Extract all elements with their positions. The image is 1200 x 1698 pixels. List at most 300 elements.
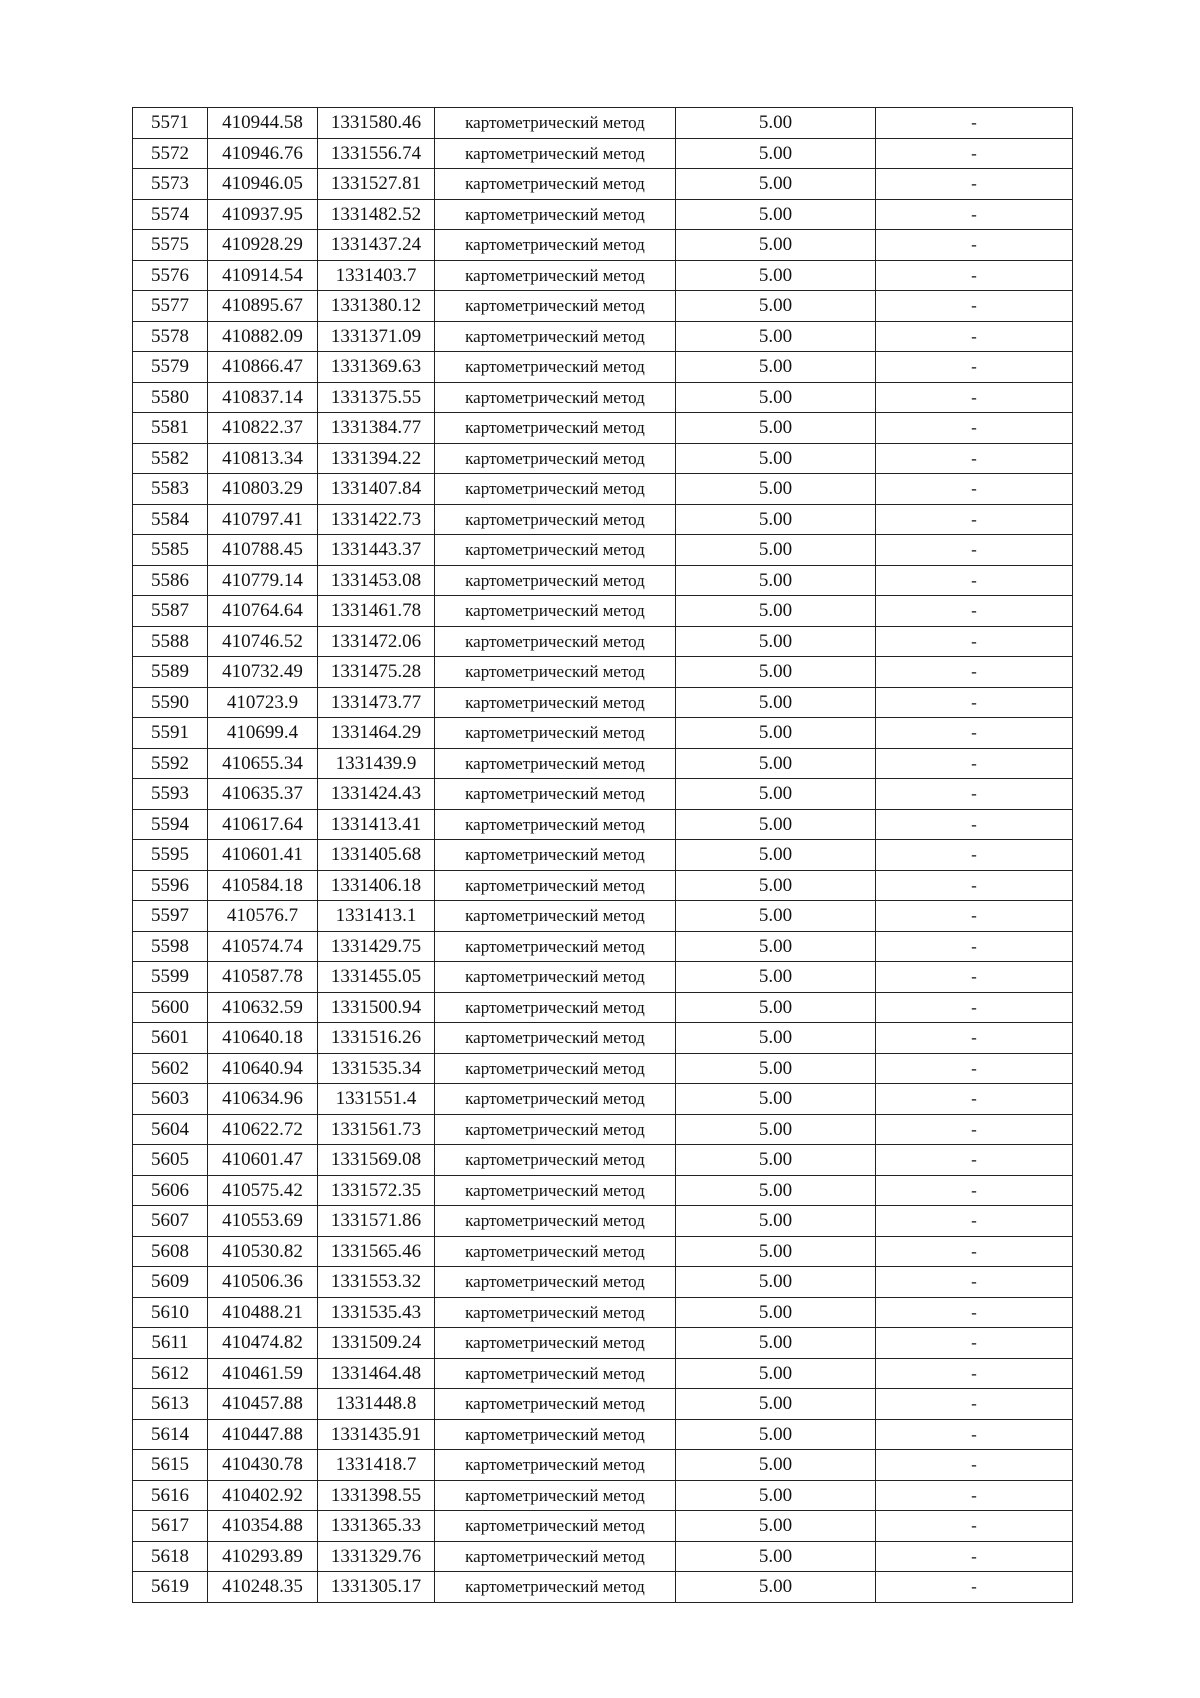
table-row: [133, 1053, 1073, 1084]
table-row: [133, 992, 1073, 1023]
point-number-cell: 5578: [133, 321, 208, 352]
x-coordinate-cell: 410617.64: [208, 809, 318, 840]
method-cell: картометрический метод: [435, 1206, 676, 1237]
description-cell: -: [876, 1328, 1073, 1359]
point-number-cell: 5582: [133, 443, 208, 474]
y-coordinate-cell: 1331406.18: [318, 870, 435, 901]
table-row: [133, 1480, 1073, 1511]
point-number-cell: 5586: [133, 565, 208, 596]
y-coordinate-cell: 1331435.91: [318, 1419, 435, 1450]
method-cell: картометрический метод: [435, 809, 676, 840]
table-row: [133, 1023, 1073, 1054]
x-coordinate-cell: 410655.34: [208, 748, 318, 779]
description-cell: -: [876, 565, 1073, 596]
table-row: [133, 1114, 1073, 1145]
method-cell: картометрический метод: [435, 260, 676, 291]
accuracy-cell: 5.00: [676, 626, 876, 657]
x-coordinate-cell: 410895.67: [208, 291, 318, 322]
x-coordinate-cell: 410461.59: [208, 1358, 318, 1389]
point-number-cell: 5609: [133, 1267, 208, 1298]
x-coordinate-cell: 410882.09: [208, 321, 318, 352]
description-cell: -: [876, 1358, 1073, 1389]
y-coordinate-cell: 1331482.52: [318, 199, 435, 230]
method-cell: картометрический метод: [435, 443, 676, 474]
y-coordinate-cell: 1331500.94: [318, 992, 435, 1023]
x-coordinate-cell: 410634.96: [208, 1084, 318, 1115]
x-coordinate-cell: 410354.88: [208, 1511, 318, 1542]
description-cell: -: [876, 596, 1073, 627]
point-number-cell: 5594: [133, 809, 208, 840]
accuracy-cell: 5.00: [676, 1511, 876, 1542]
accuracy-cell: 5.00: [676, 840, 876, 871]
method-cell: картометрический метод: [435, 1175, 676, 1206]
description-cell: -: [876, 1389, 1073, 1420]
table-row: [133, 1175, 1073, 1206]
y-coordinate-cell: 1331569.08: [318, 1145, 435, 1176]
accuracy-cell: 5.00: [676, 1084, 876, 1115]
x-coordinate-cell: 410553.69: [208, 1206, 318, 1237]
table-row: [133, 321, 1073, 352]
accuracy-cell: 5.00: [676, 504, 876, 535]
accuracy-cell: 5.00: [676, 1023, 876, 1054]
y-coordinate-cell: 1331398.55: [318, 1480, 435, 1511]
method-cell: картометрический метод: [435, 748, 676, 779]
point-number-cell: 5617: [133, 1511, 208, 1542]
x-coordinate-cell: 410837.14: [208, 382, 318, 413]
accuracy-cell: 5.00: [676, 870, 876, 901]
accuracy-cell: 5.00: [676, 321, 876, 352]
x-coordinate-cell: 410866.47: [208, 352, 318, 383]
method-cell: картометрический метод: [435, 1358, 676, 1389]
point-number-cell: 5583: [133, 474, 208, 505]
x-coordinate-cell: 410632.59: [208, 992, 318, 1023]
x-coordinate-cell: 410946.05: [208, 169, 318, 200]
accuracy-cell: 5.00: [676, 1297, 876, 1328]
table-row: [133, 565, 1073, 596]
point-number-cell: 5602: [133, 1053, 208, 1084]
table-row: [133, 687, 1073, 718]
table-row: [133, 1511, 1073, 1542]
accuracy-cell: 5.00: [676, 962, 876, 993]
description-cell: -: [876, 138, 1073, 169]
y-coordinate-cell: 1331429.75: [318, 931, 435, 962]
y-coordinate-cell: 1331453.08: [318, 565, 435, 596]
method-cell: картометрический метод: [435, 169, 676, 200]
method-cell: картометрический метод: [435, 779, 676, 810]
table-row: [133, 1328, 1073, 1359]
description-cell: -: [876, 809, 1073, 840]
x-coordinate-cell: 410937.95: [208, 199, 318, 230]
table-row: [133, 1297, 1073, 1328]
description-cell: -: [876, 992, 1073, 1023]
description-cell: -: [876, 1450, 1073, 1481]
point-number-cell: 5605: [133, 1145, 208, 1176]
y-coordinate-cell: 1331464.48: [318, 1358, 435, 1389]
table-row: [133, 474, 1073, 505]
x-coordinate-cell: 410601.41: [208, 840, 318, 871]
accuracy-cell: 5.00: [676, 169, 876, 200]
table-row: [133, 901, 1073, 932]
description-cell: -: [876, 1419, 1073, 1450]
method-cell: картометрический метод: [435, 657, 676, 688]
y-coordinate-cell: 1331461.78: [318, 596, 435, 627]
x-coordinate-cell: 410699.4: [208, 718, 318, 749]
table-row: [133, 535, 1073, 566]
x-coordinate-cell: 410723.9: [208, 687, 318, 718]
description-cell: -: [876, 291, 1073, 322]
accuracy-cell: 5.00: [676, 1419, 876, 1450]
method-cell: картометрический метод: [435, 1267, 676, 1298]
accuracy-cell: 5.00: [676, 1145, 876, 1176]
accuracy-cell: 5.00: [676, 291, 876, 322]
accuracy-cell: 5.00: [676, 443, 876, 474]
x-coordinate-cell: 410914.54: [208, 260, 318, 291]
table-row: [133, 413, 1073, 444]
table-row: [133, 108, 1073, 139]
method-cell: картометрический метод: [435, 199, 676, 230]
y-coordinate-cell: 1331394.22: [318, 443, 435, 474]
accuracy-cell: 5.00: [676, 992, 876, 1023]
point-number-cell: 5580: [133, 382, 208, 413]
method-cell: картометрический метод: [435, 1023, 676, 1054]
x-coordinate-cell: 410576.7: [208, 901, 318, 932]
point-number-cell: 5590: [133, 687, 208, 718]
table-row: [133, 626, 1073, 657]
point-number-cell: 5585: [133, 535, 208, 566]
table-row: [133, 1541, 1073, 1572]
point-number-cell: 5613: [133, 1389, 208, 1420]
y-coordinate-cell: 1331472.06: [318, 626, 435, 657]
table-row: [133, 1206, 1073, 1237]
method-cell: картометрический метод: [435, 138, 676, 169]
accuracy-cell: 5.00: [676, 748, 876, 779]
method-cell: картометрический метод: [435, 108, 676, 139]
point-number-cell: 5615: [133, 1450, 208, 1481]
point-number-cell: 5610: [133, 1297, 208, 1328]
description-cell: -: [876, 535, 1073, 566]
description-cell: -: [876, 962, 1073, 993]
method-cell: картометрический метод: [435, 474, 676, 505]
x-coordinate-cell: 410797.41: [208, 504, 318, 535]
method-cell: картометрический метод: [435, 1480, 676, 1511]
point-number-cell: 5584: [133, 504, 208, 535]
method-cell: картометрический метод: [435, 1328, 676, 1359]
table-row: [133, 504, 1073, 535]
description-cell: -: [876, 108, 1073, 139]
method-cell: картометрический метод: [435, 870, 676, 901]
method-cell: картометрический метод: [435, 535, 676, 566]
table-row: [133, 1572, 1073, 1603]
description-cell: -: [876, 1541, 1073, 1572]
x-coordinate-cell: 410640.94: [208, 1053, 318, 1084]
y-coordinate-cell: 1331424.43: [318, 779, 435, 810]
x-coordinate-cell: 410474.82: [208, 1328, 318, 1359]
point-number-cell: 5573: [133, 169, 208, 200]
accuracy-cell: 5.00: [676, 718, 876, 749]
point-number-cell: 5593: [133, 779, 208, 810]
table-row: [133, 1450, 1073, 1481]
table-row: [133, 962, 1073, 993]
description-cell: -: [876, 413, 1073, 444]
y-coordinate-cell: 1331509.24: [318, 1328, 435, 1359]
y-coordinate-cell: 1331473.77: [318, 687, 435, 718]
y-coordinate-cell: 1331475.28: [318, 657, 435, 688]
x-coordinate-cell: 410293.89: [208, 1541, 318, 1572]
description-cell: -: [876, 626, 1073, 657]
method-cell: картометрический метод: [435, 504, 676, 535]
method-cell: картометрический метод: [435, 1572, 676, 1603]
point-number-cell: 5612: [133, 1358, 208, 1389]
x-coordinate-cell: 410447.88: [208, 1419, 318, 1450]
method-cell: картометрический метод: [435, 1053, 676, 1084]
point-number-cell: 5579: [133, 352, 208, 383]
method-cell: картометрический метод: [435, 1084, 676, 1115]
y-coordinate-cell: 1331422.73: [318, 504, 435, 535]
accuracy-cell: 5.00: [676, 687, 876, 718]
point-number-cell: 5572: [133, 138, 208, 169]
method-cell: картометрический метод: [435, 962, 676, 993]
description-cell: -: [876, 718, 1073, 749]
x-coordinate-cell: 410248.35: [208, 1572, 318, 1603]
x-coordinate-cell: 410574.74: [208, 931, 318, 962]
y-coordinate-cell: 1331580.46: [318, 108, 435, 139]
method-cell: картометрический метод: [435, 291, 676, 322]
description-cell: -: [876, 779, 1073, 810]
accuracy-cell: 5.00: [676, 1358, 876, 1389]
accuracy-cell: 5.00: [676, 1480, 876, 1511]
y-coordinate-cell: 1331527.81: [318, 169, 435, 200]
table-row: [133, 1419, 1073, 1450]
table-row: [133, 443, 1073, 474]
table-row: [133, 870, 1073, 901]
table-row: [133, 840, 1073, 871]
method-cell: картометрический метод: [435, 1114, 676, 1145]
point-number-cell: 5597: [133, 901, 208, 932]
method-cell: картометрический метод: [435, 992, 676, 1023]
x-coordinate-cell: 410622.72: [208, 1114, 318, 1145]
point-number-cell: 5591: [133, 718, 208, 749]
table-row: [133, 809, 1073, 840]
table-row: [133, 260, 1073, 291]
y-coordinate-cell: 1331413.1: [318, 901, 435, 932]
y-coordinate-cell: 1331551.4: [318, 1084, 435, 1115]
description-cell: -: [876, 840, 1073, 871]
x-coordinate-cell: 410587.78: [208, 962, 318, 993]
description-cell: -: [876, 1175, 1073, 1206]
description-cell: -: [876, 1297, 1073, 1328]
description-cell: -: [876, 657, 1073, 688]
description-cell: -: [876, 474, 1073, 505]
method-cell: картометрический метод: [435, 230, 676, 261]
accuracy-cell: 5.00: [676, 657, 876, 688]
method-cell: картометрический метод: [435, 840, 676, 871]
y-coordinate-cell: 1331516.26: [318, 1023, 435, 1054]
y-coordinate-cell: 1331418.7: [318, 1450, 435, 1481]
point-number-cell: 5571: [133, 108, 208, 139]
method-cell: картометрический метод: [435, 1541, 676, 1572]
x-coordinate-cell: 410813.34: [208, 443, 318, 474]
point-number-cell: 5614: [133, 1419, 208, 1450]
point-number-cell: 5592: [133, 748, 208, 779]
x-coordinate-cell: 410506.36: [208, 1267, 318, 1298]
x-coordinate-cell: 410779.14: [208, 565, 318, 596]
y-coordinate-cell: 1331556.74: [318, 138, 435, 169]
accuracy-cell: 5.00: [676, 108, 876, 139]
y-coordinate-cell: 1331561.73: [318, 1114, 435, 1145]
table-row: [133, 352, 1073, 383]
y-coordinate-cell: 1331571.86: [318, 1206, 435, 1237]
y-coordinate-cell: 1331437.24: [318, 230, 435, 261]
y-coordinate-cell: 1331403.7: [318, 260, 435, 291]
description-cell: -: [876, 199, 1073, 230]
x-coordinate-cell: 410457.88: [208, 1389, 318, 1420]
accuracy-cell: 5.00: [676, 1267, 876, 1298]
y-coordinate-cell: 1331448.8: [318, 1389, 435, 1420]
accuracy-cell: 5.00: [676, 1572, 876, 1603]
y-coordinate-cell: 1331369.63: [318, 352, 435, 383]
x-coordinate-cell: 410788.45: [208, 535, 318, 566]
description-cell: -: [876, 1145, 1073, 1176]
accuracy-cell: 5.00: [676, 596, 876, 627]
accuracy-cell: 5.00: [676, 1206, 876, 1237]
description-cell: -: [876, 260, 1073, 291]
point-number-cell: 5619: [133, 1572, 208, 1603]
point-number-cell: 5596: [133, 870, 208, 901]
accuracy-cell: 5.00: [676, 1450, 876, 1481]
y-coordinate-cell: 1331365.33: [318, 1511, 435, 1542]
method-cell: картометрический метод: [435, 1511, 676, 1542]
point-number-cell: 5601: [133, 1023, 208, 1054]
description-cell: -: [876, 870, 1073, 901]
table-row: [133, 1358, 1073, 1389]
method-cell: картометрический метод: [435, 1450, 676, 1481]
method-cell: картометрический метод: [435, 718, 676, 749]
point-number-cell: 5616: [133, 1480, 208, 1511]
accuracy-cell: 5.00: [676, 1389, 876, 1420]
description-cell: -: [876, 931, 1073, 962]
point-number-cell: 5595: [133, 840, 208, 871]
description-cell: -: [876, 1114, 1073, 1145]
table-row: [133, 718, 1073, 749]
x-coordinate-cell: 410635.37: [208, 779, 318, 810]
method-cell: картометрический метод: [435, 931, 676, 962]
description-cell: -: [876, 169, 1073, 200]
point-number-cell: 5588: [133, 626, 208, 657]
point-number-cell: 5606: [133, 1175, 208, 1206]
y-coordinate-cell: 1331405.68: [318, 840, 435, 871]
accuracy-cell: 5.00: [676, 382, 876, 413]
description-cell: -: [876, 1511, 1073, 1542]
x-coordinate-cell: 410430.78: [208, 1450, 318, 1481]
table-row: [133, 230, 1073, 261]
y-coordinate-cell: 1331455.05: [318, 962, 435, 993]
x-coordinate-cell: 410488.21: [208, 1297, 318, 1328]
table-row: [133, 1145, 1073, 1176]
point-number-cell: 5618: [133, 1541, 208, 1572]
point-number-cell: 5587: [133, 596, 208, 627]
x-coordinate-cell: 410764.64: [208, 596, 318, 627]
description-cell: -: [876, 382, 1073, 413]
accuracy-cell: 5.00: [676, 199, 876, 230]
table-row: [133, 1084, 1073, 1115]
point-number-cell: 5600: [133, 992, 208, 1023]
x-coordinate-cell: 410746.52: [208, 626, 318, 657]
accuracy-cell: 5.00: [676, 138, 876, 169]
table-row: [133, 1236, 1073, 1267]
y-coordinate-cell: 1331535.34: [318, 1053, 435, 1084]
y-coordinate-cell: 1331380.12: [318, 291, 435, 322]
y-coordinate-cell: 1331407.84: [318, 474, 435, 505]
description-cell: -: [876, 1267, 1073, 1298]
method-cell: картометрический метод: [435, 1297, 676, 1328]
point-number-cell: 5604: [133, 1114, 208, 1145]
y-coordinate-cell: 1331371.09: [318, 321, 435, 352]
description-cell: -: [876, 321, 1073, 352]
point-number-cell: 5607: [133, 1206, 208, 1237]
x-coordinate-cell: 410928.29: [208, 230, 318, 261]
description-cell: -: [876, 352, 1073, 383]
accuracy-cell: 5.00: [676, 474, 876, 505]
point-number-cell: 5575: [133, 230, 208, 261]
point-number-cell: 5574: [133, 199, 208, 230]
table-row: [133, 931, 1073, 962]
method-cell: картометрический метод: [435, 1419, 676, 1450]
method-cell: картометрический метод: [435, 901, 676, 932]
coordinates-table-body: [133, 108, 1073, 1603]
y-coordinate-cell: 1331572.35: [318, 1175, 435, 1206]
table-row: [133, 382, 1073, 413]
accuracy-cell: 5.00: [676, 931, 876, 962]
accuracy-cell: 5.00: [676, 809, 876, 840]
x-coordinate-cell: 410584.18: [208, 870, 318, 901]
method-cell: картометрический метод: [435, 352, 676, 383]
method-cell: картометрический метод: [435, 321, 676, 352]
method-cell: картометрический метод: [435, 1145, 676, 1176]
y-coordinate-cell: 1331553.32: [318, 1267, 435, 1298]
x-coordinate-cell: 410944.58: [208, 108, 318, 139]
description-cell: -: [876, 748, 1073, 779]
x-coordinate-cell: 410640.18: [208, 1023, 318, 1054]
accuracy-cell: 5.00: [676, 352, 876, 383]
x-coordinate-cell: 410803.29: [208, 474, 318, 505]
x-coordinate-cell: 410946.76: [208, 138, 318, 169]
table-row: [133, 1389, 1073, 1420]
accuracy-cell: 5.00: [676, 1175, 876, 1206]
table-row: [133, 779, 1073, 810]
table-row: [133, 291, 1073, 322]
method-cell: картометрический метод: [435, 596, 676, 627]
table-row: [133, 748, 1073, 779]
y-coordinate-cell: 1331384.77: [318, 413, 435, 444]
description-cell: -: [876, 1236, 1073, 1267]
method-cell: картометрический метод: [435, 565, 676, 596]
table-row: [133, 199, 1073, 230]
description-cell: -: [876, 1206, 1073, 1237]
accuracy-cell: 5.00: [676, 1328, 876, 1359]
description-cell: -: [876, 1023, 1073, 1054]
method-cell: картометрический метод: [435, 382, 676, 413]
y-coordinate-cell: 1331305.17: [318, 1572, 435, 1603]
accuracy-cell: 5.00: [676, 1053, 876, 1084]
point-number-cell: 5581: [133, 413, 208, 444]
table-row: [133, 596, 1073, 627]
description-cell: -: [876, 687, 1073, 718]
y-coordinate-cell: 1331375.55: [318, 382, 435, 413]
table-row: [133, 1267, 1073, 1298]
table-row: [133, 169, 1073, 200]
method-cell: картометрический метод: [435, 1389, 676, 1420]
table-row: [133, 138, 1073, 169]
